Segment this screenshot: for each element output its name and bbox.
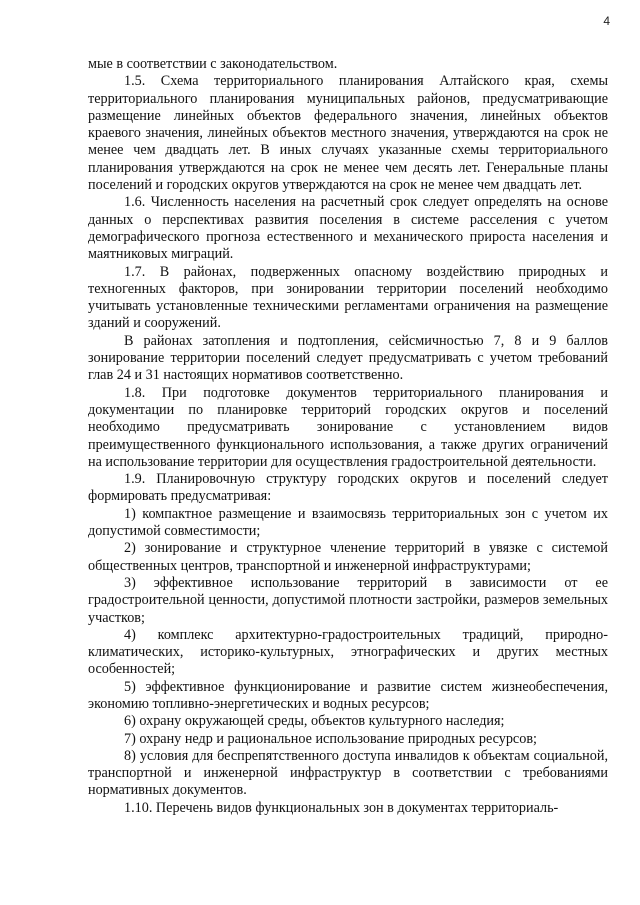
- list-item: 4) комплекс архитектурно-градостроительных традиций, природно-климатических, историко-культурных, этнографических и других местных особенностей;: [88, 626, 608, 678]
- list-item: 5) эффективное функционирование и развитие систем жизнеобеспечения, экономию топливно-энергетических и водных ресурсов;: [88, 678, 608, 712]
- paragraph: 1.7. В районах, подверженных опасному воздействию природных и техногенных факторов, при зонировании территории поселений необходимо учитывать установленные техническими регламентами ограничения на размещение зданий и сооружений.: [88, 263, 608, 332]
- paragraph: 1.10. Перечень видов функциональных зон в документах территориаль-: [124, 799, 559, 816]
- paragraph: В районах затопления и подтопления, сейсмичностью 7, 8 и 9 баллов зонирование территории поселений следует предусматривать с учетом требований глав 24 и 31 настоящих нормативов соответственно.: [88, 332, 608, 384]
- document-body: [88, 56, 608, 817]
- paragraph: 1.6. Численность населения на расчетный срок следует определять на основе данных о перспективах развития поселения в системе расселения с учетом демографического прогноза естественного и механического прироста населения и маятниковых миграций.: [88, 194, 608, 263]
- list-item: 3) эффективное использование территорий в зависимости от ее градостроительной ценности, допустимой плотности застройки, размеров земельных участков;: [88, 574, 608, 626]
- paragraph: 1.8. При подготовке документов территориального планирования и документации по планировке территорий городских округов и поселений необходимо предусматривать зонирование с установлением видов преимущественного функционального использования, а также других ограничений на использование территории для осуществления градостроительной деятельности.: [88, 384, 608, 470]
- list-item: 2) зонирование и структурное членение территорий в увязке с системой общественных центров, транспортной и инженерной инфраструктурами;: [88, 540, 608, 574]
- paragraph: 1.5. Схема территориального планирования Алтайского края, схемы территориального планирования муниципальных районов, предусматривающие размещение линейных объектов федерального значения, линейных объектов краевого значения, линейных объектов местного значения, утверждаются на срок не менее чем двадцать лет. В иных случаях указанные схемы территориального планирования утверждаются на срок не менее чем десять лет. Генеральные планы поселений и городских округов утверждаются на срок не менее чем двадцать лет.: [88, 73, 608, 194]
- list-item: 1) компактное размещение и взаимосвязь территориальных зон с учетом их допустимой совместимости;: [88, 505, 608, 540]
- list-item: 7) охрану недр и рациональное использование природных ресурсов;: [124, 730, 537, 747]
- paragraph: мые в соответствии с законодательством.: [88, 56, 338, 72]
- page-number: 4: [603, 14, 610, 28]
- list-item: 8) условия для беспрепятственного доступа инвалидов к объектам социальной, транспортной и инженерной инфраструктур в соответствии с требованиями нормативных документов.: [88, 747, 608, 799]
- paragraph: 1.9. Планировочную структуру городских округов и поселений следует формировать предусматривая:: [88, 471, 608, 505]
- list-item: 6) охрану окружающей среды, объектов культурного наследия;: [124, 713, 505, 730]
